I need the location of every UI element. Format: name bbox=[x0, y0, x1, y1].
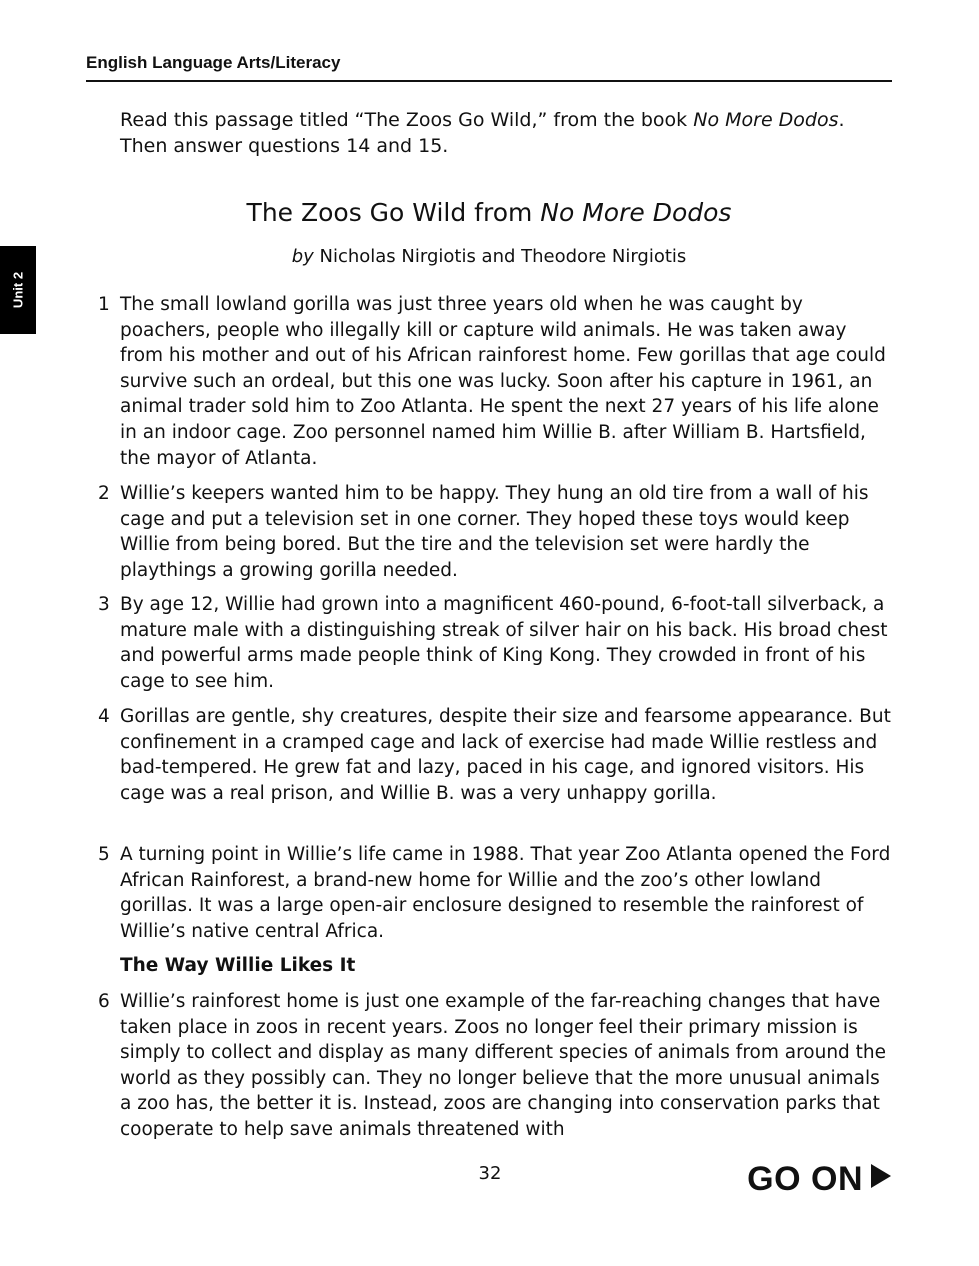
paragraph-number: 4 bbox=[98, 706, 110, 727]
paragraph-text: Willie’s rainforest home is just one example of the far-reaching changes that have taken place in zoos in recent years. Zoos no longer feel their primary mission is simply to collect and display as many different species of animals from around the world as they possibly can. They no longer believe that the more unusual animals a zoo has, the better it is. Instead, zoos are changing into conservation parks that cooperate to help save animals threatened with bbox=[120, 991, 887, 1140]
paragraph-number: 2 bbox=[98, 483, 110, 504]
unit-tab bbox=[0, 246, 36, 334]
right-arrow-icon bbox=[871, 1164, 891, 1188]
passage-title: The Zoos Go Wild from No More Dodos bbox=[246, 198, 732, 227]
paragraph-number: 6 bbox=[98, 991, 110, 1012]
paragraph-4 bbox=[98, 704, 892, 806]
paragraph-text: Gorillas are gentle, shy creatures, despite their size and fearsome appearance. But confinement in a cramped cage and lack of exercise had made Willie restless and bad-tempered. He grew fat and lazy, paced in his cage, and ignored visitors. His cage was a real prison, and Willie B. was a very unhappy gorilla. bbox=[120, 706, 891, 804]
paragraph-6 bbox=[98, 989, 892, 1143]
subject-title: English Language Arts/Literacy bbox=[86, 53, 341, 72]
paragraph-text: The small lowland gorilla was just three years old when he was caught by poachers, people who illegally kill or capture wild animals. He was taken away from his mother and out of his African rainforest home. Few gorillas that age could survive such an ordeal, but this one was lucky. Soon after his capture in 1961, an animal trader sold him to Zoo Atlanta. He spent the next 27 years of his life alone in an indoor cage. Zoo personnel named him Willie B. after William B. Hartsfield, the mayor of Atlanta. bbox=[120, 294, 886, 469]
paragraph-number: 5 bbox=[98, 844, 110, 865]
paragraph-text: Willie’s keepers wanted him to be happy. They hung an old tire from a wall of his cage and put a television set in one corner. They hoped these toys would keep Willie from being bored. But the tire and the television set were hardly the playthings a growing gorilla needed. bbox=[120, 483, 869, 581]
page-header bbox=[86, 52, 892, 82]
book-title: No More Dodos bbox=[693, 109, 839, 131]
paragraph-text: A turning point in Willie’s life came in 1988. That year Zoo Atlanta opened the Ford African Rainforest, a brand-new home for Willie and the zoo’s other lowland gorillas. It was a large open-air enclosure designed to resemble the rainforest of Willie’s native central Africa. bbox=[120, 844, 891, 942]
paragraph-5 bbox=[98, 842, 892, 944]
section-subheading: The Way Willie Likes It bbox=[120, 955, 356, 976]
paragraph-number: 3 bbox=[98, 594, 110, 615]
paragraph-number: 1 bbox=[98, 294, 110, 315]
paragraph-3 bbox=[98, 592, 892, 694]
go-on-indicator: GO ON bbox=[747, 1160, 891, 1199]
unit-label: Unit 2 bbox=[10, 271, 26, 309]
paragraph-2 bbox=[98, 481, 892, 583]
intro-instructions: Read this passage titled “The Zoos Go Wild,” from the book No More Dodos. Then answer questions 14 and 15. bbox=[120, 109, 845, 157]
byline: by Nicholas Nirgiotis and Theodore Nirgiotis bbox=[291, 246, 687, 267]
paragraph-1 bbox=[98, 292, 892, 471]
page-number: 32 bbox=[478, 1163, 502, 1184]
paragraph-text: By age 12, Willie had grown into a magnificent 460-pound, 6-foot-tall silverback, a mature male with a distinguishing streak of silver hair on his back. His broad chest and powerful arms made people think of King Kong. They crowded in front of his cage to see him. bbox=[120, 594, 888, 692]
